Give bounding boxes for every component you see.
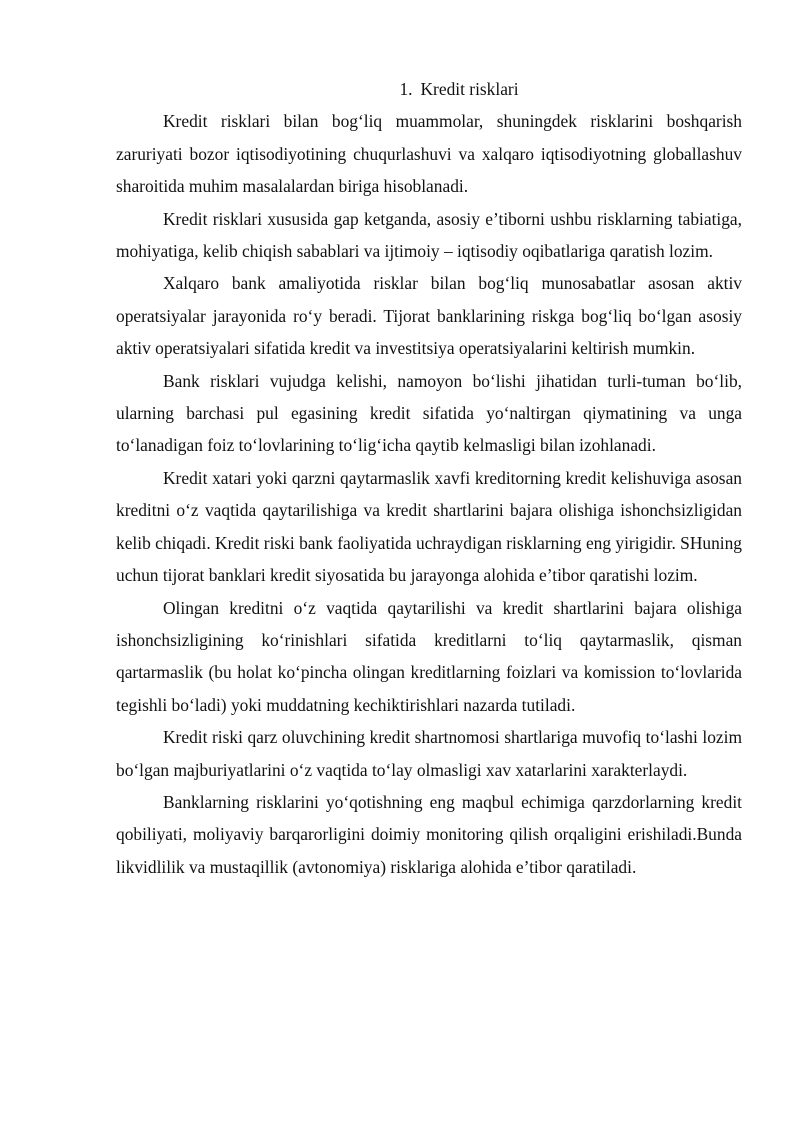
section-title: Kredit risklari [420,79,519,99]
paragraph-4: Bank risklari vujudga kelishi, namoyon bo‘lishi jihatidan turli-tuman bo‘lib, ularning barchasi pul egasining kredit sifatida yo‘naltirgan qiymatining va unga to‘lanadigan foiz to‘lovlarining to‘lig‘icha qaytib kelmasligi bilan izohlanadi. [116,370,742,456]
paragraph-3: Xalqaro bank amaliyotida risklar bilan bog‘liq munosabatlar asosan aktiv operatsiyalar jarayonida ro‘y beradi. Tijorat banklarining riskga bog‘liq bo‘lgan asosiy aktiv operatsiyalari sifatida kredit va investitsiya operatsiyalarini keltirish mumkin. [116,273,742,359]
paragraph-5: Kredit xatari yoki qarzni qaytarmaslik xavfi kreditorning kredit kelishuviga asosan kreditni o‘z vaqtida qaytarilishiga va kredit shartlarini bajara olishiga ishonchsizligidan kelib chiqadi. Kredit riski bank faoliyatida uchraydigan risklarning eng yirigidir. SHuning uchun tijorat banklari kredit siyosatida bu jarayonga alohida e’tibor qaratishi lozim. [116,467,742,586]
paragraph-7: Kredit riski qarz oluvchining kredit shartnomosi shartlariga muvofiq to‘lashi lozim bo‘lgan majburiyatlarini o‘z vaqtida to‘lay olmasligi xav xatarlarini xarakterlaydi. [116,727,742,780]
paragraph-2: Kredit risklari xususida gap ketganda, asosiy e’tiborni ushbu risklarning tabiatiga, mohiyatiga, kelib chiqish sabablari va ijtimoiy – iqtisodiy oqibatlariga qaratish lozim. [116,208,742,262]
section-number: 1. [399,79,413,99]
paragraph-8: Banklarning risklarini yo‘qotishning eng maqbul echimiga qarzdorlarning kredit qobiliyati, moliyaviy barqarorligini doimiy monitoring qilish orqaligini erishiladi.Bunda likvidlilik va mustaqillik (avtonomiya) risklariga alohida e’tibor qaratiladi. [116,791,742,877]
section-heading [116,73,742,105]
paragraph-6: Olingan kreditni o‘z vaqtida qaytarilishi va kredit shartlarini bajara olishiga ishonchsizligining ko‘rinishlari sifatida kreditlarni to‘liq qaytarmaslik, qisman qartarmaslik (bu holat ko‘pincha olingan kreditlarning foizlari va komission to‘lovlarida tegishli bo‘ladi) yoki muddatning kechiktirishlari nazarda tutiladi. [116,597,742,715]
paragraph-1: Kredit risklari bilan bog‘liq muammolar, shuningdek risklarini boshqarish zaruriyati bozor iqtisodiyotining chuqurlashuvi va xalqaro iqtisodiyotning globallashuv sharoitida muhim masalalardan biriga hisoblanadi. [116,111,742,197]
document-body [116,73,742,883]
